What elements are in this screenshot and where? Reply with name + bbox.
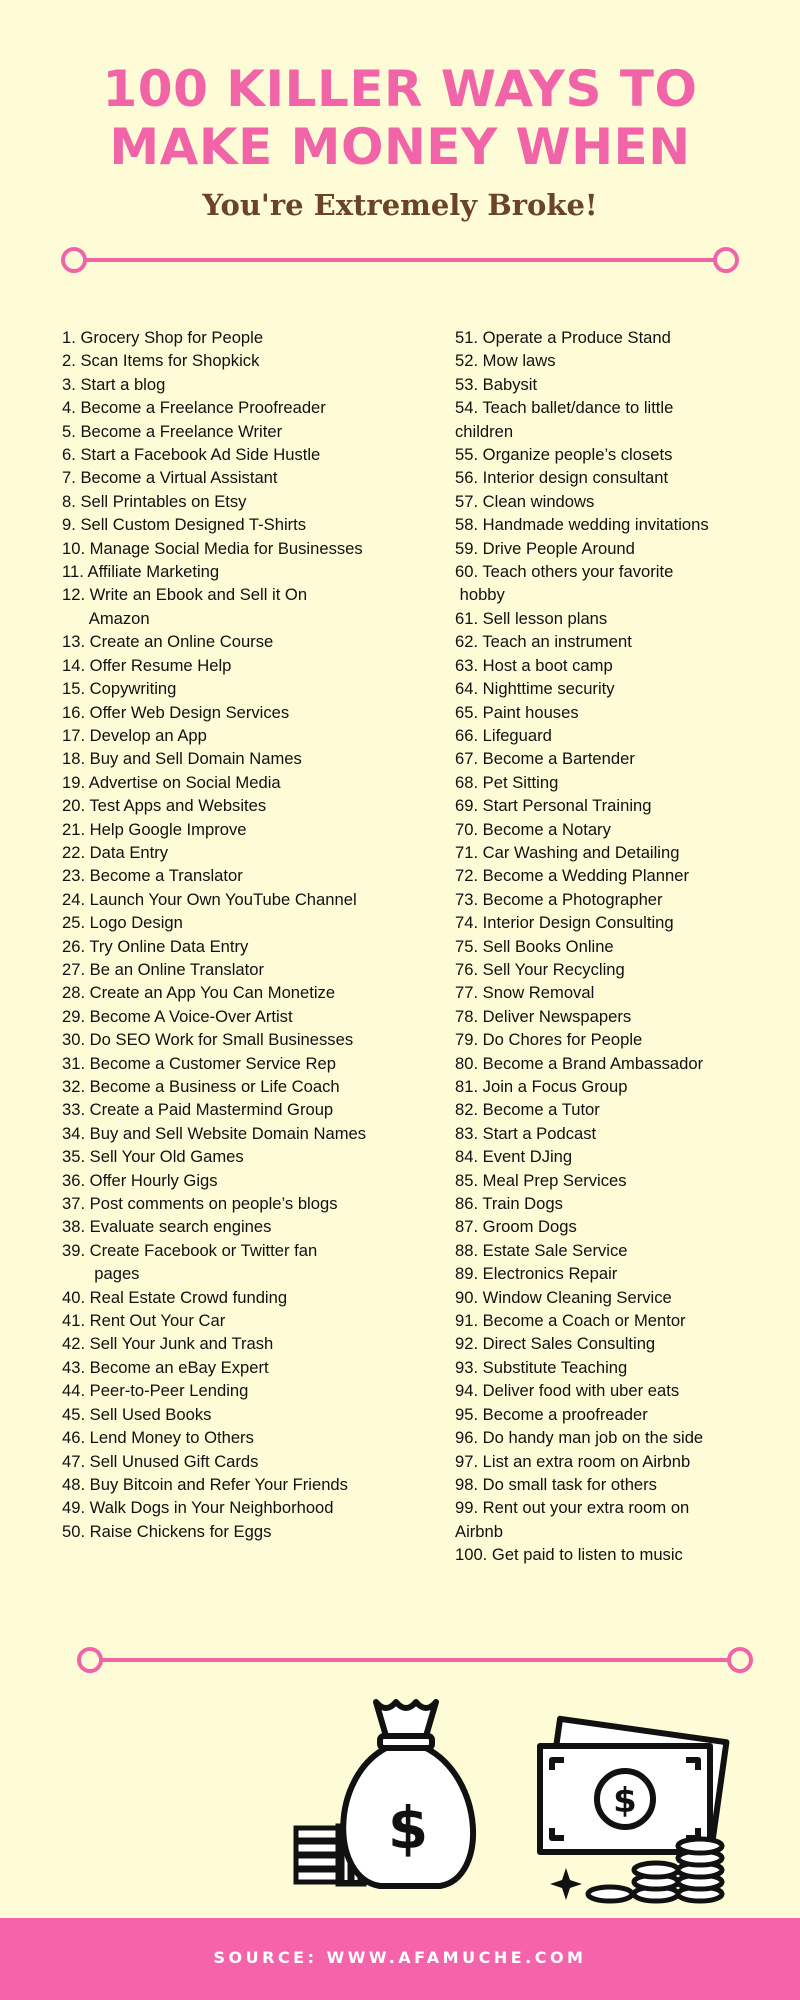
list-item: 84. Event DJing xyxy=(455,1147,573,1167)
list-item: 33. Create a Paid Mastermind Group xyxy=(62,1100,334,1120)
list-item: 46. Lend Money to Others xyxy=(62,1428,254,1448)
list-item: 19. Advertise on Social Media xyxy=(62,772,281,792)
list-item: 2. Scan Items for Shopkick xyxy=(62,351,260,371)
list-item: 51. Operate a Produce Stand xyxy=(455,328,671,347)
list-item: 24. Launch Your Own YouTube Channel xyxy=(62,889,357,909)
list-item: 99. Rent out your extra room on xyxy=(455,1498,690,1518)
list-item: 77. Snow Removal xyxy=(455,983,595,1003)
list-item: 35. Sell Your Old Games xyxy=(62,1147,244,1167)
list-item: 28. Create an App You Can Monetize xyxy=(62,983,336,1003)
list-item: 55. Organize people’s closets xyxy=(455,445,673,465)
list-item: 95. Become a proofreader xyxy=(455,1404,648,1424)
list-item: 61. Sell lesson plans xyxy=(455,608,608,628)
list-item: 21. Help Google Improve xyxy=(62,819,247,839)
bottom-divider xyxy=(74,1644,756,1676)
list-item: 92. Direct Sales Consulting xyxy=(455,1334,656,1354)
list-item: 38. Evaluate search engines xyxy=(62,1217,272,1237)
list-item: 72. Become a Wedding Planner xyxy=(455,866,689,886)
footer-source-text: SOURCE: WWW.AFAMUCHE.COM xyxy=(213,1948,587,1967)
list-item: 26. Try Online Data Entry xyxy=(62,936,249,956)
list-item: 86. Train Dogs xyxy=(455,1194,563,1214)
list-item: 41. Rent Out Your Car xyxy=(62,1311,226,1331)
list-item: 54. Teach ballet/dance to little xyxy=(455,398,674,418)
list-item: 44. Peer-to-Peer Lending xyxy=(62,1381,249,1401)
list-item: 81. Join a Focus Group xyxy=(455,1077,628,1096)
list-item: 52. Mow laws xyxy=(455,351,556,371)
footer-banner xyxy=(0,1918,800,2000)
list-item: 1. Grocery Shop for People xyxy=(62,328,264,347)
list-item: 15. Copywriting xyxy=(62,679,177,699)
list-item: 74. Interior Design Consulting xyxy=(455,913,674,933)
list-item: 11. Affiliate Marketing xyxy=(62,562,220,582)
list-item: 57. Clean windows xyxy=(455,491,595,511)
list-item: 3. Start a blog xyxy=(62,374,166,394)
list-item: 10. Manage Social Media for Businesses xyxy=(62,538,363,558)
list-item: 85. Meal Prep Services xyxy=(455,1170,627,1190)
list-item: 23. Become a Translator xyxy=(62,866,243,886)
list-item: 97. List an extra room on Airbnb xyxy=(455,1451,691,1471)
sparkle-icon xyxy=(550,1868,582,1900)
list-item: 98. Do small task for others xyxy=(455,1474,657,1494)
list-item: 65. Paint houses xyxy=(455,702,579,722)
page-title xyxy=(0,60,800,176)
list-item: 8. Sell Printables on Etsy xyxy=(62,491,247,511)
list-item: 4. Become a Freelance Proofreader xyxy=(62,398,326,418)
list-item: 30. Do SEO Work for Small Businesses xyxy=(62,1030,354,1050)
list-item: 40. Real Estate Crowd funding xyxy=(62,1287,288,1307)
list-item: 90. Window Cleaning Service xyxy=(455,1287,672,1307)
list-item: 59. Drive People Around xyxy=(455,538,635,558)
list-item: 29. Become A Voice-Over Artist xyxy=(62,1006,293,1026)
list-item: Airbnb xyxy=(455,1521,503,1541)
list-item: 100. Get paid to listen to music xyxy=(455,1545,683,1565)
list-item: 73. Become a Photographer xyxy=(455,889,663,909)
list-item: 79. Do Chores for People xyxy=(455,1030,643,1050)
list-item: 80. Become a Brand Ambassador xyxy=(455,1053,704,1073)
list-item: 66. Lifeguard xyxy=(455,725,552,745)
svg-text:$: $ xyxy=(613,1781,637,1821)
list-item: 70. Become a Notary xyxy=(455,819,611,839)
list-item: 53. Babysit xyxy=(455,374,538,394)
list-item: 91. Become a Coach or Mentor xyxy=(455,1311,686,1331)
list-item: 96. Do handy man job on the side xyxy=(455,1428,704,1448)
list-item: 62. Teach an instrument xyxy=(455,632,632,652)
list-item: 14. Offer Resume Help xyxy=(62,655,232,675)
list-item: 25. Logo Design xyxy=(62,913,183,933)
list-item: 67. Become a Bartender xyxy=(455,749,635,769)
list-item: 39. Create Facebook or Twitter fan xyxy=(62,1240,318,1260)
list-item: 36. Offer Hourly Gigs xyxy=(62,1170,218,1190)
list-item: 27. Be an Online Translator xyxy=(62,959,265,979)
list-item: 58. Handmade wedding invitations xyxy=(455,515,709,535)
list-item: 43. Become an eBay Expert xyxy=(62,1357,269,1377)
money-illustration xyxy=(290,1698,730,1908)
list-item: 78. Deliver Newspapers xyxy=(455,1006,632,1026)
list-item: 7. Become a Virtual Assistant xyxy=(62,468,278,488)
list-item: 71. Car Washing and Detailing xyxy=(455,842,680,862)
list-item: 50. Raise Chickens for Eggs xyxy=(62,1521,272,1541)
page-subtitle: You're Extremely Broke! xyxy=(202,188,598,222)
list-item: 63. Host a boot camp xyxy=(455,655,613,675)
list-item: 45. Sell Used Books xyxy=(62,1404,212,1424)
list-item: 69. Start Personal Training xyxy=(455,796,652,816)
list-item: 12. Write an Ebook and Sell it On xyxy=(62,585,308,605)
banknotes-icon xyxy=(540,1719,726,1852)
list-item: 64. Nighttime security xyxy=(455,679,615,699)
list-item: 76. Sell Your Recycling xyxy=(455,959,625,979)
list-item: 9. Sell Custom Designed T-Shirts xyxy=(62,515,307,535)
list-item: 34. Buy and Sell Website Domain Names xyxy=(62,1123,367,1143)
list-item: 42. Sell Your Junk and Trash xyxy=(62,1334,274,1354)
list-item: 60. Teach others your favorite xyxy=(455,562,674,582)
money-ideas-list-left xyxy=(62,326,392,1543)
list-item: 31. Become a Customer Service Rep xyxy=(62,1053,336,1073)
list-item: 68. Pet Sitting xyxy=(455,772,559,792)
list-item: children xyxy=(455,421,514,441)
list-item: 94. Deliver food with uber eats xyxy=(455,1381,680,1401)
title-line-2: MAKE MONEY WHEN xyxy=(109,118,691,176)
list-item: 56. Interior design consultant xyxy=(455,468,669,488)
list-item: pages xyxy=(62,1264,140,1284)
list-item: 87. Groom Dogs xyxy=(455,1217,577,1237)
list-item: 17. Develop an App xyxy=(62,725,207,745)
list-item: 13. Create an Online Course xyxy=(62,632,274,652)
list-item: 89. Electronics Repair xyxy=(455,1264,618,1284)
list-item: 32. Become a Business or Life Coach xyxy=(62,1077,340,1096)
list-item: 37. Post comments on people’s blogs xyxy=(62,1194,338,1214)
list-item: 48. Buy Bitcoin and Refer Your Friends xyxy=(62,1474,348,1494)
list-item: 47. Sell Unused Gift Cards xyxy=(62,1451,259,1471)
list-item: 22. Data Entry xyxy=(62,842,169,862)
list-item: 75. Sell Books Online xyxy=(455,936,614,956)
svg-text:$: $ xyxy=(387,1794,429,1862)
money-ideas-list-right xyxy=(455,326,755,1567)
list-item: 18. Buy and Sell Domain Names xyxy=(62,749,302,769)
top-divider xyxy=(58,244,742,276)
title-line-1: 100 KILLER WAYS TO xyxy=(102,60,698,118)
list-item: Amazon xyxy=(62,608,150,628)
list-item: 6. Start a Facebook Ad Side Hustle xyxy=(62,445,321,465)
money-bag-icon xyxy=(343,1702,473,1886)
list-item: hobby xyxy=(455,585,505,605)
list-item: 20. Test Apps and Websites xyxy=(62,796,267,816)
list-item: 49. Walk Dogs in Your Neighborhood xyxy=(62,1498,334,1518)
list-item: 83. Start a Podcast xyxy=(455,1123,597,1143)
list-item: 82. Become a Tutor xyxy=(455,1100,600,1120)
list-item: 93. Substitute Teaching xyxy=(455,1357,628,1377)
list-item: 5. Become a Freelance Writer xyxy=(62,421,283,441)
list-item: 16. Offer Web Design Services xyxy=(62,702,290,722)
list-item: 88. Estate Sale Service xyxy=(455,1240,628,1260)
